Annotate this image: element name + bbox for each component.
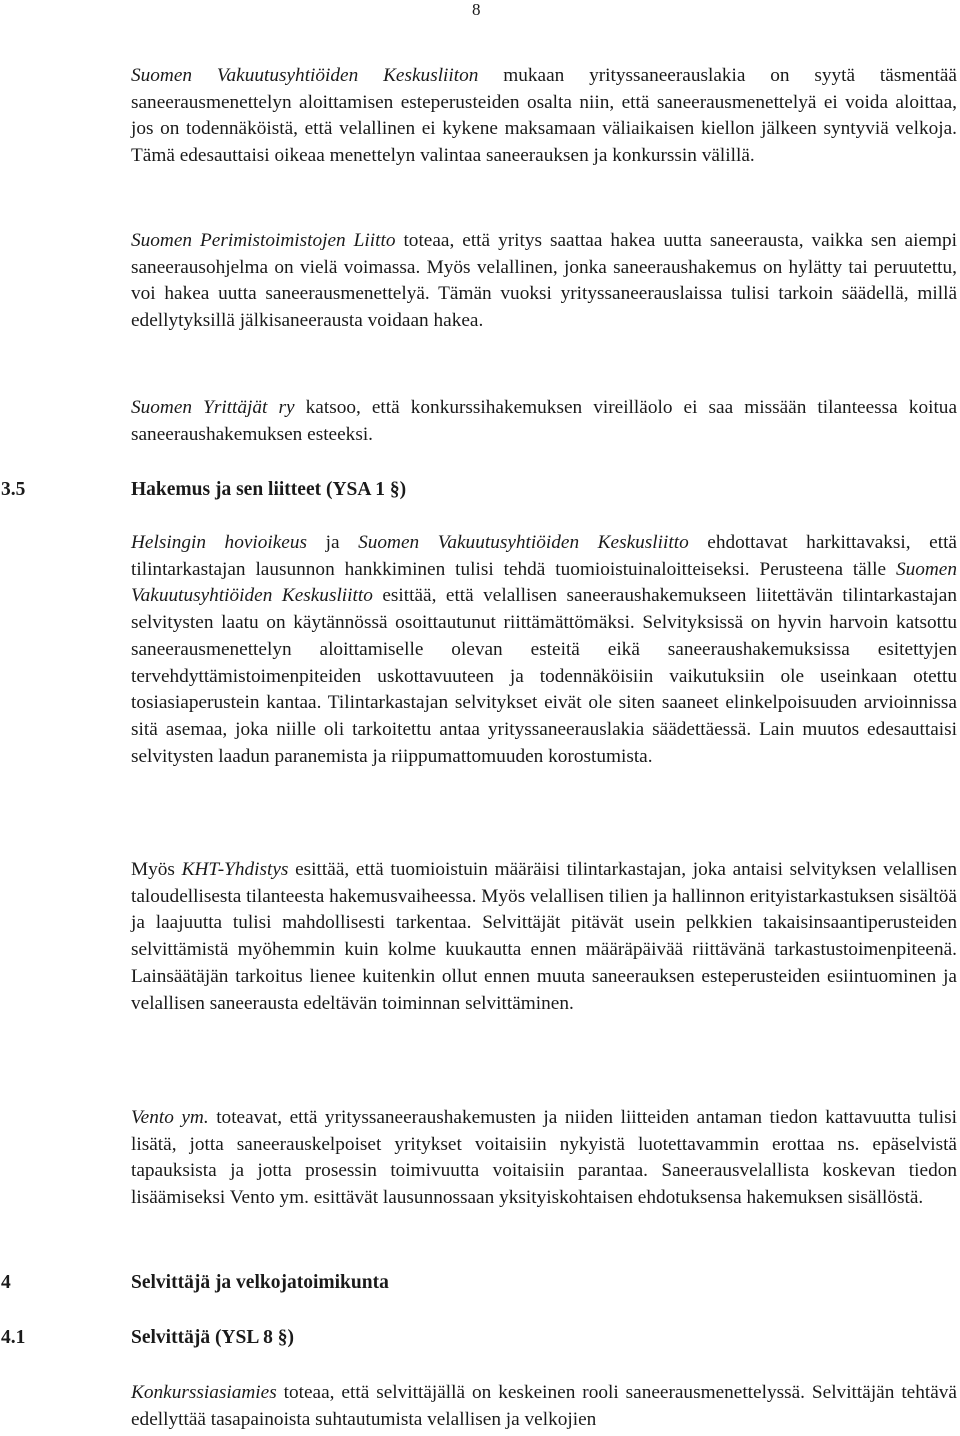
organization-name: Konkurssiasiamies (131, 1382, 277, 1403)
organization-name: Suomen Yrittäjät ry (131, 397, 295, 418)
paragraph-text: esittää, että velallisen saneeraushakemukseen liitettävän tilintarkastajan selvitysten laatu on käytännössä osoittautunut riittämättömäksi. Selvityksissä on hyvin harvoin katsottu saneerausmenettelyn aloittamiselle olevan esteitä eikä saneeraushakemuksissa esitettyjen tervehdyttämistoimenpiteiden uskottavuuteen ja todennäköisiin vaikutuksiin ole useinkaan otettu tosiasiaperustein kantaa. Tilintarkastajan selvitykset eivät ole siten saaneet elinkelpoisuuden arvioinnissa sitä asemaa, joka niille oli tarkoitettu antaa yrityssaneerauslakia säädettäessä. Lain muutos edesauttaisi selvitysten laadun paranemista ja riippumattomuuden korostumista. (131, 585, 957, 767)
organization-name: Helsingin hovioikeus (131, 532, 308, 553)
paragraph-text: toteavat, että yrityssaneeraushakemusten ja niiden liitteiden antaman tiedon kattavuutta tulisi lisätä, jotta saneerauskelpoiset yritykset voitaisiin nykyistä luotettavammin erottaa ns. epäselvistä tapauksista ja jotta prosessin toimivuutta voitaisiin parantaa. Saneerausvelallista koskevan tiedon lisäämiseksi Vento ym. esittävät lausunnossaan yksityiskohtaisen ehdotuksensa hakemuksen sisällöstä. (131, 1107, 957, 1209)
paragraph-text: ja (307, 532, 359, 553)
paragraph-2 (131, 228, 957, 335)
paragraph-6 (131, 1105, 957, 1212)
paragraph-text: katsoo, että konkurssihakemuksen vireilläolo ei saa missään tilanteessa koitua saneeraushakemuksen esteeksi. (131, 397, 957, 445)
section-number: 4.1 (1, 1327, 26, 1348)
organization-name: KHT-Yhdistys (181, 859, 289, 880)
paragraph-text: toteaa, että selvittäjällä on keskeinen rooli saneerausmenettelyssä. Selvittäjän tehtävä edellyttää tasapainoista suhtautumista velallisen ja velkojien (131, 1382, 957, 1430)
section-title: Hakemus ja sen liitteet (YSA 1 §) (131, 479, 407, 500)
organization-name: Suomen Perimistoimistojen Liitto (131, 230, 396, 251)
organization-name: Suomen Vakuutusyhtiöiden Keskusliitto (131, 558, 957, 607)
paragraph-text: Myös (131, 859, 182, 880)
section-number: 4 (1, 1272, 11, 1293)
organization-name: Suomen Vakuutusyhtiöiden Keskusliitto (358, 532, 689, 553)
organization-name: Vento ym. (131, 1107, 209, 1128)
section-number: 3.5 (1, 479, 26, 500)
page-number: 8 (472, 0, 481, 19)
organization-name: Suomen Vakuutusyhtiöiden Keskusliiton (131, 65, 479, 86)
section-title: Selvittäjä (YSL 8 §) (131, 1327, 295, 1348)
paragraph-text: esittää, että tuomioistuin määräisi tilintarkastajan, joka antaisi selvityksen velallisen taloudellisesta tilanteesta hakemusvaiheessa. Myös velallisen tilien ja hallinnon erityistarkastuksen sisältöä ja laajuutta tulisi mahdollisesti tarkentaa. Selvittäjät pitävät usein pelkkien takaisinsaantiperusteiden selvittämistä myöhemmin kuin kolme kuukautta ennen määräpäivää riittävänä tarkastustoimenpiteenä. Lainsäätäjän tarkoitus lienee kuitenkin ollut ennen muuta saneerauksen esteperusteiden esiintuominen ja velallisen saneerausta edeltävän toiminnan selvittäminen. (131, 859, 957, 1014)
paragraph-1 (131, 63, 957, 170)
paragraph-4 (131, 530, 957, 770)
section-title: Selvittäjä ja velkojatoimikunta (131, 1272, 389, 1293)
paragraph-5 (131, 857, 957, 1017)
paragraph-text: mukaan yrityssaneerauslakia on syytä täsmentää saneerausmenettelyn aloittamisen esteperusteiden osalta niin, että saneerausmenettelyä ei voida aloittaa, jos on todennäköistä, että velallinen ei kykene maksamaan väliaikaisen kiellon jälkeen syntyviä velkoja. Tämä edesauttaisi oikeaa menettelyn valintaa saneerauksen ja konkurssin välillä. (131, 65, 957, 167)
paragraph-text: ehdottavat harkittavaksi, että tilintarkastajan lausunnon hankkiminen tulisi tehdä tuomioistuinaloitteiseksi. Perusteena tälle (131, 532, 957, 580)
paragraph-text: toteaa, että yritys saattaa hakea uutta saneerausta, vaikka sen aiempi saneerausohjelma on vielä voimassa. Myös velallinen, jonka saneeraushakemus on hylätty tai peruutettu, voi hakea uutta saneerausmenettelyä. Tämän vuoksi yrityssaneerauslaissa tulisi tarkoin säädellä, millä edellytyksillä jälkisaneerausta voidaan hakea. (131, 230, 958, 332)
paragraph-3 (131, 395, 957, 448)
paragraph-7 (131, 1380, 957, 1433)
